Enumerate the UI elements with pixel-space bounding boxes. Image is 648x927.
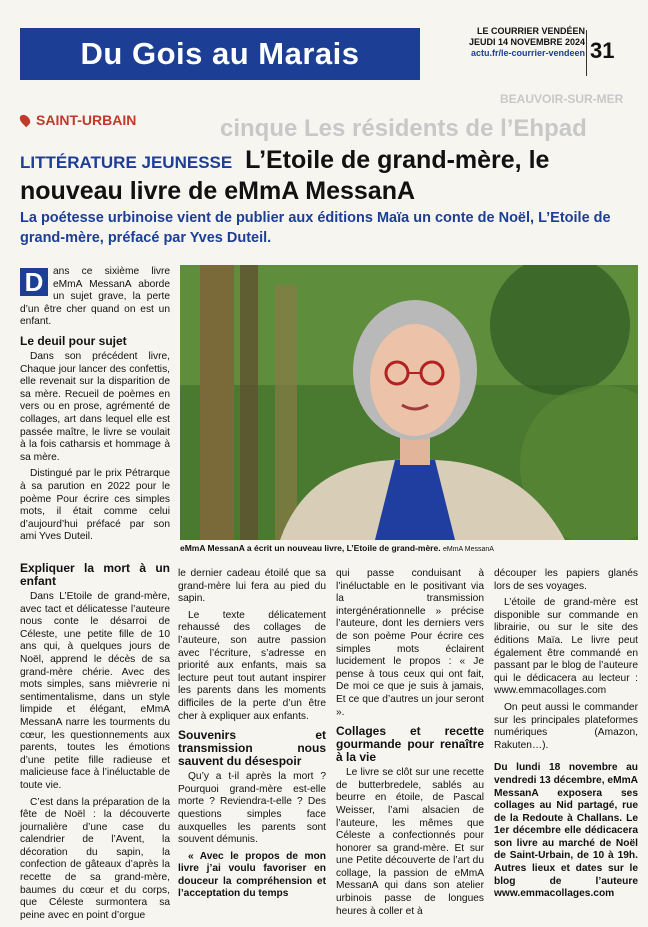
article-photo	[180, 265, 638, 540]
column-1b	[20, 556, 170, 926]
location-pin-icon	[18, 113, 32, 127]
paragraph: qui passe conduisant à l’inéluctable en le positivant via la transmission intergénérationnelle » précise l’auteure, dont les derniers vers de son poème Pour écrire ces simples mots éclairent lucidement le propos : « Je pense à tous ceux qui ont fait, De moi ce que je suis à jamais, Et ce que d’autres un jour seront ».	[336, 568, 484, 718]
publication-url: actu.fr/le-courrier-vendeen	[470, 48, 585, 58]
kicker: LITTÉRATURE JEUNESSE	[20, 153, 233, 172]
subheading: Le deuil pour sujet	[20, 333, 127, 348]
subheading: Souvenirs et transmission nous sauvent du désespoir	[178, 728, 326, 769]
page-number: 31	[590, 38, 615, 63]
paragraph: découper les papiers glanés lors de ses voyages.	[494, 568, 638, 592]
portrait-illustration	[180, 265, 638, 540]
drop-cap: D	[20, 268, 48, 296]
masthead	[455, 26, 585, 78]
subheading: Expliquer la mort à un enfant	[20, 561, 170, 588]
caption-text: eMmA MessanA a écrit un nouveau livre, L’Etoile de grand-mère.	[180, 543, 441, 553]
publication-name: LE COURRIER VENDÉEN	[476, 26, 585, 36]
publication-date: JEUDI 14 NOVEMBRE 2024	[468, 37, 585, 47]
column-2	[178, 568, 326, 905]
paragraph: Distingué par le prix Pétrarque à sa parution en 2022 pour le poème Pour écrire ces simples mots, il était comme celui d’aujourd’hui préfacé par son ami Yves Duteil.	[20, 468, 170, 543]
paragraph: Dans son précédent livre, Chaque jour lancer des confettis, elle revenait sur la disparition de sa mère. Recueil de poèmes en vers ou en prose, agrémenté de collages, art dans lequel elle est passée maître, le livre se voulait à la fois catharsis et hommage à sa mère.	[20, 350, 170, 463]
divider	[586, 30, 587, 76]
subheading: Collages et recette gourmande pour renaître à la vie	[336, 724, 484, 765]
paragraph: Qu’y a t-il après la mort ? Pourquoi grand-mère est-elle morte ? Reviendra-t-elle ? Des questions simples face auxquelles les parents sont souvent démunis.	[178, 771, 326, 846]
location-tag	[20, 112, 136, 128]
paragraph: On peut aussi le commander sur les principales plateformes numériques (Amazon, Rakuten…).	[494, 701, 638, 751]
paragraph: Le texte délicatement rehaussé des collages de l’auteure, son autre passion avec l’écriture, s’adresse en priorité aux enfants, mais sa lecture peut tout autant inspirer les parents dans les moments difficiles de la perte d’un être cher à expliquer aux enfants.	[178, 609, 326, 722]
photo-caption	[180, 543, 638, 553]
paragraph: L’étoile de grand-mère est disponible sur commande en librairie, ou sur le site des éditions Maïa. Le livre peut également être commandé en passant par le blog de l’auteure qui le dédicacera au lecteur : www.emmacollages.com	[494, 597, 638, 697]
column-3	[336, 568, 484, 922]
column-1	[20, 266, 170, 548]
paragraph: C’est dans la préparation de la fête de Noël : la découverte journalière d’une case du calendrier de l’Avent, la décoration du sapin, la confection de gâteaux d’après la recette de sa grand-mère, baumes du cœur et du corps, que Céleste surmontera sa peine avec en point d’orgue	[20, 796, 170, 921]
intro-text: ans ce sixième livre eMmA MessanA aborde un sujet grave, la perte d’un être cher quand on est un enfant.	[20, 266, 170, 328]
column-4	[494, 568, 638, 905]
paragraph: Le livre se clôt sur une recette de butterbredele, sablés au beurre en étoile, de Pascal Weisser, l’ami alsacien de l’auteure, les mêmes que Céleste a confectionnés pour honorer sa grand-mère. Et sur une Petite découverte de l’art du collage, la passion de eMmA MessanA qui dans son atelier urbinois passe de longues heures à coller et à	[336, 767, 484, 917]
event-box: Du lundi 18 novembre au vendredi 13 décembre, eMmA MessanA exposera ses collages au Nid partagé, rue de la Redoute à Challans. Le 1er décembre elle dédicacera son livre au marché de Noël de Saint-Urbain, de 10 à 19h. Autres lieux et dates sur le blog de l’auteure www.emmacollages.com	[494, 762, 638, 900]
ghost-text: BEAUVOIR-SUR-MER	[500, 92, 624, 106]
location-label: SAINT-URBAIN	[36, 112, 137, 128]
article-lede: La poétesse urbinoise vient de publier aux éditions Maïa un conte de Noël, L’Etoile de grand-mère, préfacé par Yves Duteil.	[20, 210, 611, 246]
paragraph: « Avec le propos de mon livre j’ai voulu favoriser en douceur la compréhension et l’acceptation du temps	[178, 850, 326, 900]
ghost-text: cinque Les résidents de l’Ehpad	[220, 115, 587, 142]
section-banner: Du Gois au Marais	[20, 28, 420, 80]
caption-credit: eMmA MessanA	[442, 546, 494, 553]
article-headline	[20, 146, 620, 205]
paragraph: le dernier cadeau étoilé que sa grand-mère lui fera au pied du sapin.	[178, 568, 326, 605]
article-title: L’Etoile de grand-mère, le nouveau livre de eMmA MessanA	[20, 146, 550, 205]
paragraph: Dans L’Etoile de grand-mère, avec tact et délicatesse l’auteure nous conte le désarroi de Céleste, une petite fille de 10 ans qui, à quelques jours de Noël, apprend le décès de sa grand-mère chérie. Avec des mots simples, sans mièvrerie ni sentimentalisme, dans un style limpide et élégant, eMmA MessanA narre les tourments du cœur, les questionnements aux parents, toutes les émotions d’une petite fille radieuse et malicieuse face à l’inéluctable de toute vie.	[20, 591, 170, 791]
